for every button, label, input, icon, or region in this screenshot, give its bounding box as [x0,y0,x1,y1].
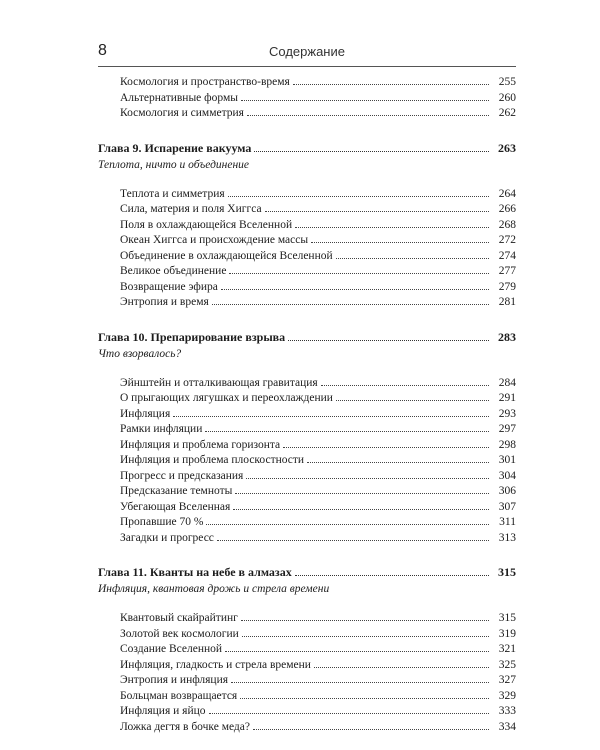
toc-entry-title: Квантовый скайрайтинг [120,612,238,624]
toc-entry-page: 262 [498,107,516,119]
leader-dots [217,540,489,541]
leader-dots [242,636,489,637]
table-of-contents [98,75,516,735]
toc-entry-title: Ложка дегтя в бочке меда? [120,720,250,733]
leader-dots [288,340,489,341]
toc-entry[interactable] [98,376,516,392]
toc-entry-title: Рамки инфляции [120,423,203,435]
toc-entry[interactable] [98,202,516,218]
chapter-title: Глава 11. Кванты на небе в алмазах [98,565,292,579]
leader-dots [336,400,489,401]
leader-dots [233,509,489,510]
leader-dots [221,289,489,290]
toc-entry[interactable] [98,264,516,280]
toc-entry-page: 307 [498,500,516,513]
toc-entry-page: 279 [498,280,516,293]
toc-entry-title: Объединение в охлаждающейся Вселенной [120,249,333,262]
toc-entry-title: Поля в охлаждающейся Вселенной [120,218,293,231]
toc-entry-title: Возвращение эфира [120,280,218,293]
leader-dots [295,575,489,576]
toc-entry-title: Загадки и прогресс [120,531,214,544]
toc-entry-page: 315 [498,612,516,624]
toc-entry-page: 272 [498,234,516,246]
leader-dots [206,524,489,525]
toc-entry-title: Энтропия и инфляция [120,674,229,686]
toc-entry[interactable] [98,218,516,234]
toc-entry-page: 274 [498,249,516,262]
toc-entry-title: Альтернативные формы [120,91,238,104]
leader-dots [241,100,489,101]
toc-entry-title: Космология и пространство-время [120,76,290,88]
toc-entry[interactable] [98,407,516,423]
toc-entry[interactable] [98,531,516,547]
chapter-title: Глава 10. Препарирование взрыва [98,329,286,344]
toc-entry-page: 281 [498,296,516,308]
toc-entry-title: Инфляция и проблема горизонта [120,438,281,451]
toc-entry-title: Пропавшие 70 % [120,516,204,528]
toc-entry-page: 284 [498,376,516,389]
chapter-page: 315 [498,565,516,579]
leader-dots [231,682,489,683]
toc-entry-page: 277 [498,265,516,277]
leader-dots [225,651,489,652]
toc-entry[interactable] [98,642,516,658]
toc-entry[interactable] [98,422,516,438]
toc-entry-page: 264 [498,187,516,200]
toc-entry-title: Убегающая Вселенная [120,500,231,513]
toc-entry[interactable] [98,91,516,107]
toc-entry[interactable] [98,627,516,643]
leader-dots [173,416,489,417]
chapter-10 [98,329,516,547]
page-header [98,38,516,67]
toc-entry-title: Великое объединение [120,265,227,277]
leader-dots [229,273,489,274]
toc-entry-page: 304 [498,469,516,482]
toc-entry-page: 260 [498,91,516,104]
toc-entry[interactable] [98,704,516,720]
toc-entry-page: 311 [499,516,516,528]
toc-entry-page: 306 [498,485,516,497]
toc-entry-page: 329 [498,689,516,702]
toc-entry[interactable] [98,689,516,705]
leader-dots [240,698,489,699]
toc-entry-page: 297 [498,423,516,435]
chapter-subtitle: Теплота, ничто и объединение [98,158,249,171]
toc-entry[interactable] [98,233,516,249]
toc-entry-page: 301 [498,454,516,466]
toc-entry[interactable] [98,391,516,407]
toc-entry-title: Больцман возвращается [120,689,238,702]
toc-entry[interactable] [98,249,516,265]
toc-entry-title: Предсказание темноты [120,485,233,497]
toc-entry[interactable] [98,611,516,627]
leader-dots [314,667,489,668]
toc-entry[interactable] [98,469,516,485]
toc-entry[interactable] [98,106,516,122]
toc-entry-page: 291 [498,392,516,404]
toc-entry-title: Инфляция, гладкость и стрела времени [120,658,311,671]
toc-entry[interactable] [98,484,516,500]
toc-entry-title: Инфляция [120,407,171,420]
toc-entry-page: 255 [498,76,516,88]
leader-dots [246,478,489,479]
toc-entry-title: Прогресс и предсказания [120,469,244,482]
leader-dots [247,115,489,116]
toc-entry-page: 319 [498,627,516,640]
leader-dots [265,211,489,212]
toc-entry-page: 327 [498,674,516,686]
chapter-11 [98,564,516,735]
toc-entry[interactable] [98,658,516,674]
leader-dots [212,304,489,305]
toc-entry-title: Эйнштейн и отталкивающая гравитация [120,376,318,389]
chapter-heading[interactable] [98,140,516,157]
toc-entry-page: 298 [498,438,516,451]
chapter-title: Глава 9. Испарение вакуума [98,140,252,155]
leader-dots [283,447,489,448]
leader-dots [293,84,489,85]
toc-entry-title: О прыгающих лягушках и переохлаждении [120,392,333,404]
toc-entry-page: 321 [498,643,516,655]
toc-entry[interactable] [98,295,516,311]
toc-entry-page: 334 [498,720,516,733]
running-title: Содержание [269,44,345,59]
toc-entry-title: Инфляция и яйцо [120,705,206,717]
toc-entry-title: Создание Вселенной [120,643,223,655]
toc-entry[interactable] [98,673,516,689]
chapter-subtitle: Инфляция, квантовая дрожь и стрела времени [98,583,330,595]
leader-dots [253,729,489,730]
toc-entry[interactable] [98,720,516,736]
toc-entry-title: Инфляция и проблема плоскостности [120,454,305,466]
leader-dots [311,242,489,243]
leader-dots [205,431,489,432]
toc-entry-page: 333 [498,705,516,717]
leader-dots [295,227,489,228]
chapter-page: 263 [498,140,516,155]
toc-entry[interactable] [98,438,516,454]
toc-entry-page: 266 [498,203,516,215]
toc-entry-title: Космология и симметрия [120,107,244,119]
toc-entry[interactable] [98,515,516,531]
toc-entry-page: 268 [498,218,516,231]
toc-entry[interactable] [98,500,516,516]
toc-entry[interactable] [98,280,516,296]
toc-entry-page: 293 [498,407,516,420]
toc-entry[interactable] [98,187,516,203]
leader-dots [307,462,489,463]
toc-entry-title: Океан Хиггса и происхождение массы [120,234,309,246]
toc-entry-title: Энтропия и время [120,296,209,308]
leader-dots [228,196,489,197]
toc-entry[interactable] [98,453,516,469]
leader-dots [235,493,489,494]
chapter-page: 283 [498,329,516,344]
leader-dots [209,713,489,714]
chapter-subtitle: Что взорвалось? [98,347,182,360]
toc-entry-page: 325 [498,658,516,671]
page-number: 8 [98,42,107,59]
chapter-9 [98,140,516,311]
toc-entry-title: Золотой век космологии [120,627,239,640]
toc-entry[interactable] [98,75,516,91]
toc-entry-title: Теплота и симметрия [120,187,225,200]
chapter-heading[interactable] [98,329,516,346]
leader-dots [321,385,489,386]
intro-entries [98,75,516,122]
leader-dots [336,258,489,259]
chapter-heading[interactable] [98,564,516,581]
leader-dots [254,151,489,152]
leader-dots [241,620,489,621]
toc-entry-title: Сила, материя и поля Хиггса [120,203,262,215]
toc-entry-page: 313 [498,531,516,544]
